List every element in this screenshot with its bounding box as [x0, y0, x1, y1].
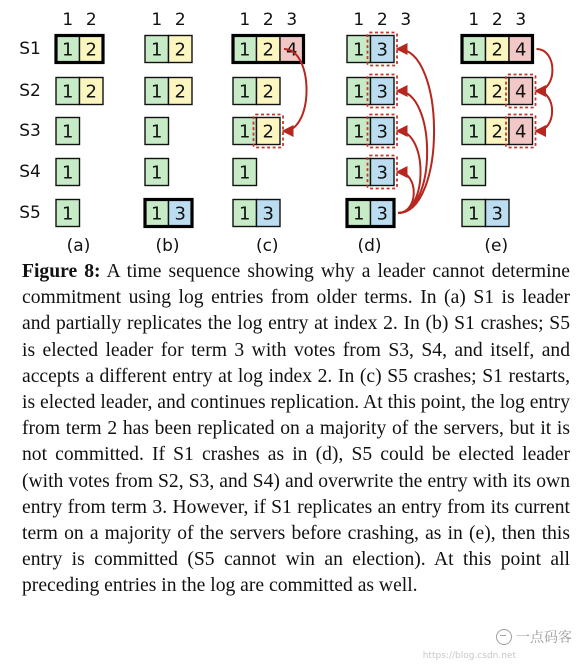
raft-log-figure: [0, 0, 588, 262]
figure-caption: [22, 259, 570, 600]
log-entry-term: 2: [262, 81, 274, 103]
log-entry-term: 2: [262, 39, 274, 61]
log-entry-term: 1: [62, 162, 74, 184]
log-entry-term: 1: [468, 162, 480, 184]
log-entry-term: 2: [85, 39, 97, 61]
log-entry-term: 1: [239, 81, 251, 103]
log-entry-term: 1: [353, 81, 365, 103]
log-entry-term: 1: [62, 39, 74, 61]
log-entry-term: 2: [85, 81, 97, 103]
log-entry-term: 1: [468, 203, 480, 225]
log-entry-term: 1: [151, 203, 163, 225]
log-entry-term: 4: [286, 39, 298, 61]
log-entry-term: 1: [468, 39, 480, 61]
replication-arrow: [537, 49, 553, 91]
log-entry-term: 3: [376, 162, 388, 184]
watermark: [496, 627, 572, 647]
log-entry-term: 3: [174, 203, 186, 225]
log-entry-term: 2: [174, 39, 186, 61]
log-entry-term: 1: [151, 162, 163, 184]
log-entry-term: 4: [515, 121, 527, 143]
log-entry-term: 1: [239, 162, 251, 184]
log-entry-term: 1: [62, 121, 74, 143]
figure-caption-text: A time sequence showing why a leader cannot determine commitment using log entries from older terms. In (a) S1 is leader and partially replicates the log entry at index 2. In (b) S1 crashes; S5 is elected leader for term 3 with votes from S3, S4, and itself, and accepts a different entry at log index 2. In (c) S5 crashes; S1 restarts, is elected leader, and continues replication. At this point, the log entry from term 2 has been replicated on a majority of the servers, but it is not committed. If S1 crashes as in (d), S5 could be elected leader (with votes from S2, S3, and S4) and overwrite the entry with its own entry from term 3. However, if S1 replicates an entry from its current term on a majority of the servers before crashing, as in (e), then this entry is committed (S5 cannot win an election). At this point all preceding entries in the log are committed as well.: [22, 261, 571, 597]
index-label: 2: [376, 10, 388, 30]
log-entry-term: 4: [515, 81, 527, 103]
index-label: 2: [85, 10, 97, 30]
log-entry-term: 1: [151, 81, 163, 103]
log-entry-term: 1: [62, 203, 74, 225]
log-entry-term: 3: [262, 203, 274, 225]
log-entry-term: 3: [376, 81, 388, 103]
log-entry-term: 1: [353, 162, 365, 184]
log-entry-term: 1: [353, 39, 365, 61]
panel-label: (c): [255, 236, 279, 256]
server-label: S5: [19, 203, 41, 223]
server-label: S1: [19, 39, 41, 59]
log-entry-term: 3: [491, 203, 503, 225]
panel-label: (a): [66, 236, 91, 256]
index-label: 2: [174, 10, 186, 30]
log-entry-term: 1: [239, 203, 251, 225]
log-entry-term: 1: [468, 81, 480, 103]
index-label: 2: [491, 10, 503, 30]
log-entry-term: 2: [491, 39, 503, 61]
figure-caption-label: Figure 8:: [22, 261, 101, 282]
log-entry-term: 2: [262, 121, 274, 143]
server-label: S3: [19, 121, 41, 141]
watermark-text: 一点码客: [516, 630, 572, 646]
index-label: 1: [353, 10, 365, 30]
log-entry-term: 4: [515, 39, 527, 61]
index-label: 1: [239, 10, 251, 30]
index-label: 1: [62, 10, 74, 30]
chat-bubble-icon: [496, 629, 512, 645]
panel-label: (d): [357, 236, 382, 256]
index-label: 3: [286, 10, 298, 30]
log-entry-term: 3: [376, 121, 388, 143]
log-entry-term: 2: [491, 121, 503, 143]
log-entry-term: 3: [376, 203, 388, 225]
log-entry-term: 1: [353, 121, 365, 143]
log-entry-term: 1: [151, 121, 163, 143]
log-entry-term: 1: [353, 203, 365, 225]
server-label: S2: [19, 81, 41, 101]
panel-label: (b): [155, 236, 180, 256]
log-entry-term: 1: [468, 121, 480, 143]
replication-arrow: [537, 91, 553, 131]
index-label: 1: [151, 10, 163, 30]
log-entry-term: 1: [239, 39, 251, 61]
log-entry-term: 1: [151, 39, 163, 61]
panel-label: (e): [484, 236, 509, 256]
index-label: 3: [400, 10, 412, 30]
log-entry-term: 1: [239, 121, 251, 143]
index-label: 1: [468, 10, 480, 30]
server-label: S4: [19, 162, 41, 182]
index-label: 3: [515, 10, 527, 30]
watermark-url: https://blog.csdn.net: [422, 651, 516, 661]
log-entry-term: 3: [376, 39, 388, 61]
log-entry-term: 1: [62, 81, 74, 103]
index-label: 2: [262, 10, 274, 30]
log-entry-term: 2: [174, 81, 186, 103]
log-entry-term: 2: [491, 81, 503, 103]
